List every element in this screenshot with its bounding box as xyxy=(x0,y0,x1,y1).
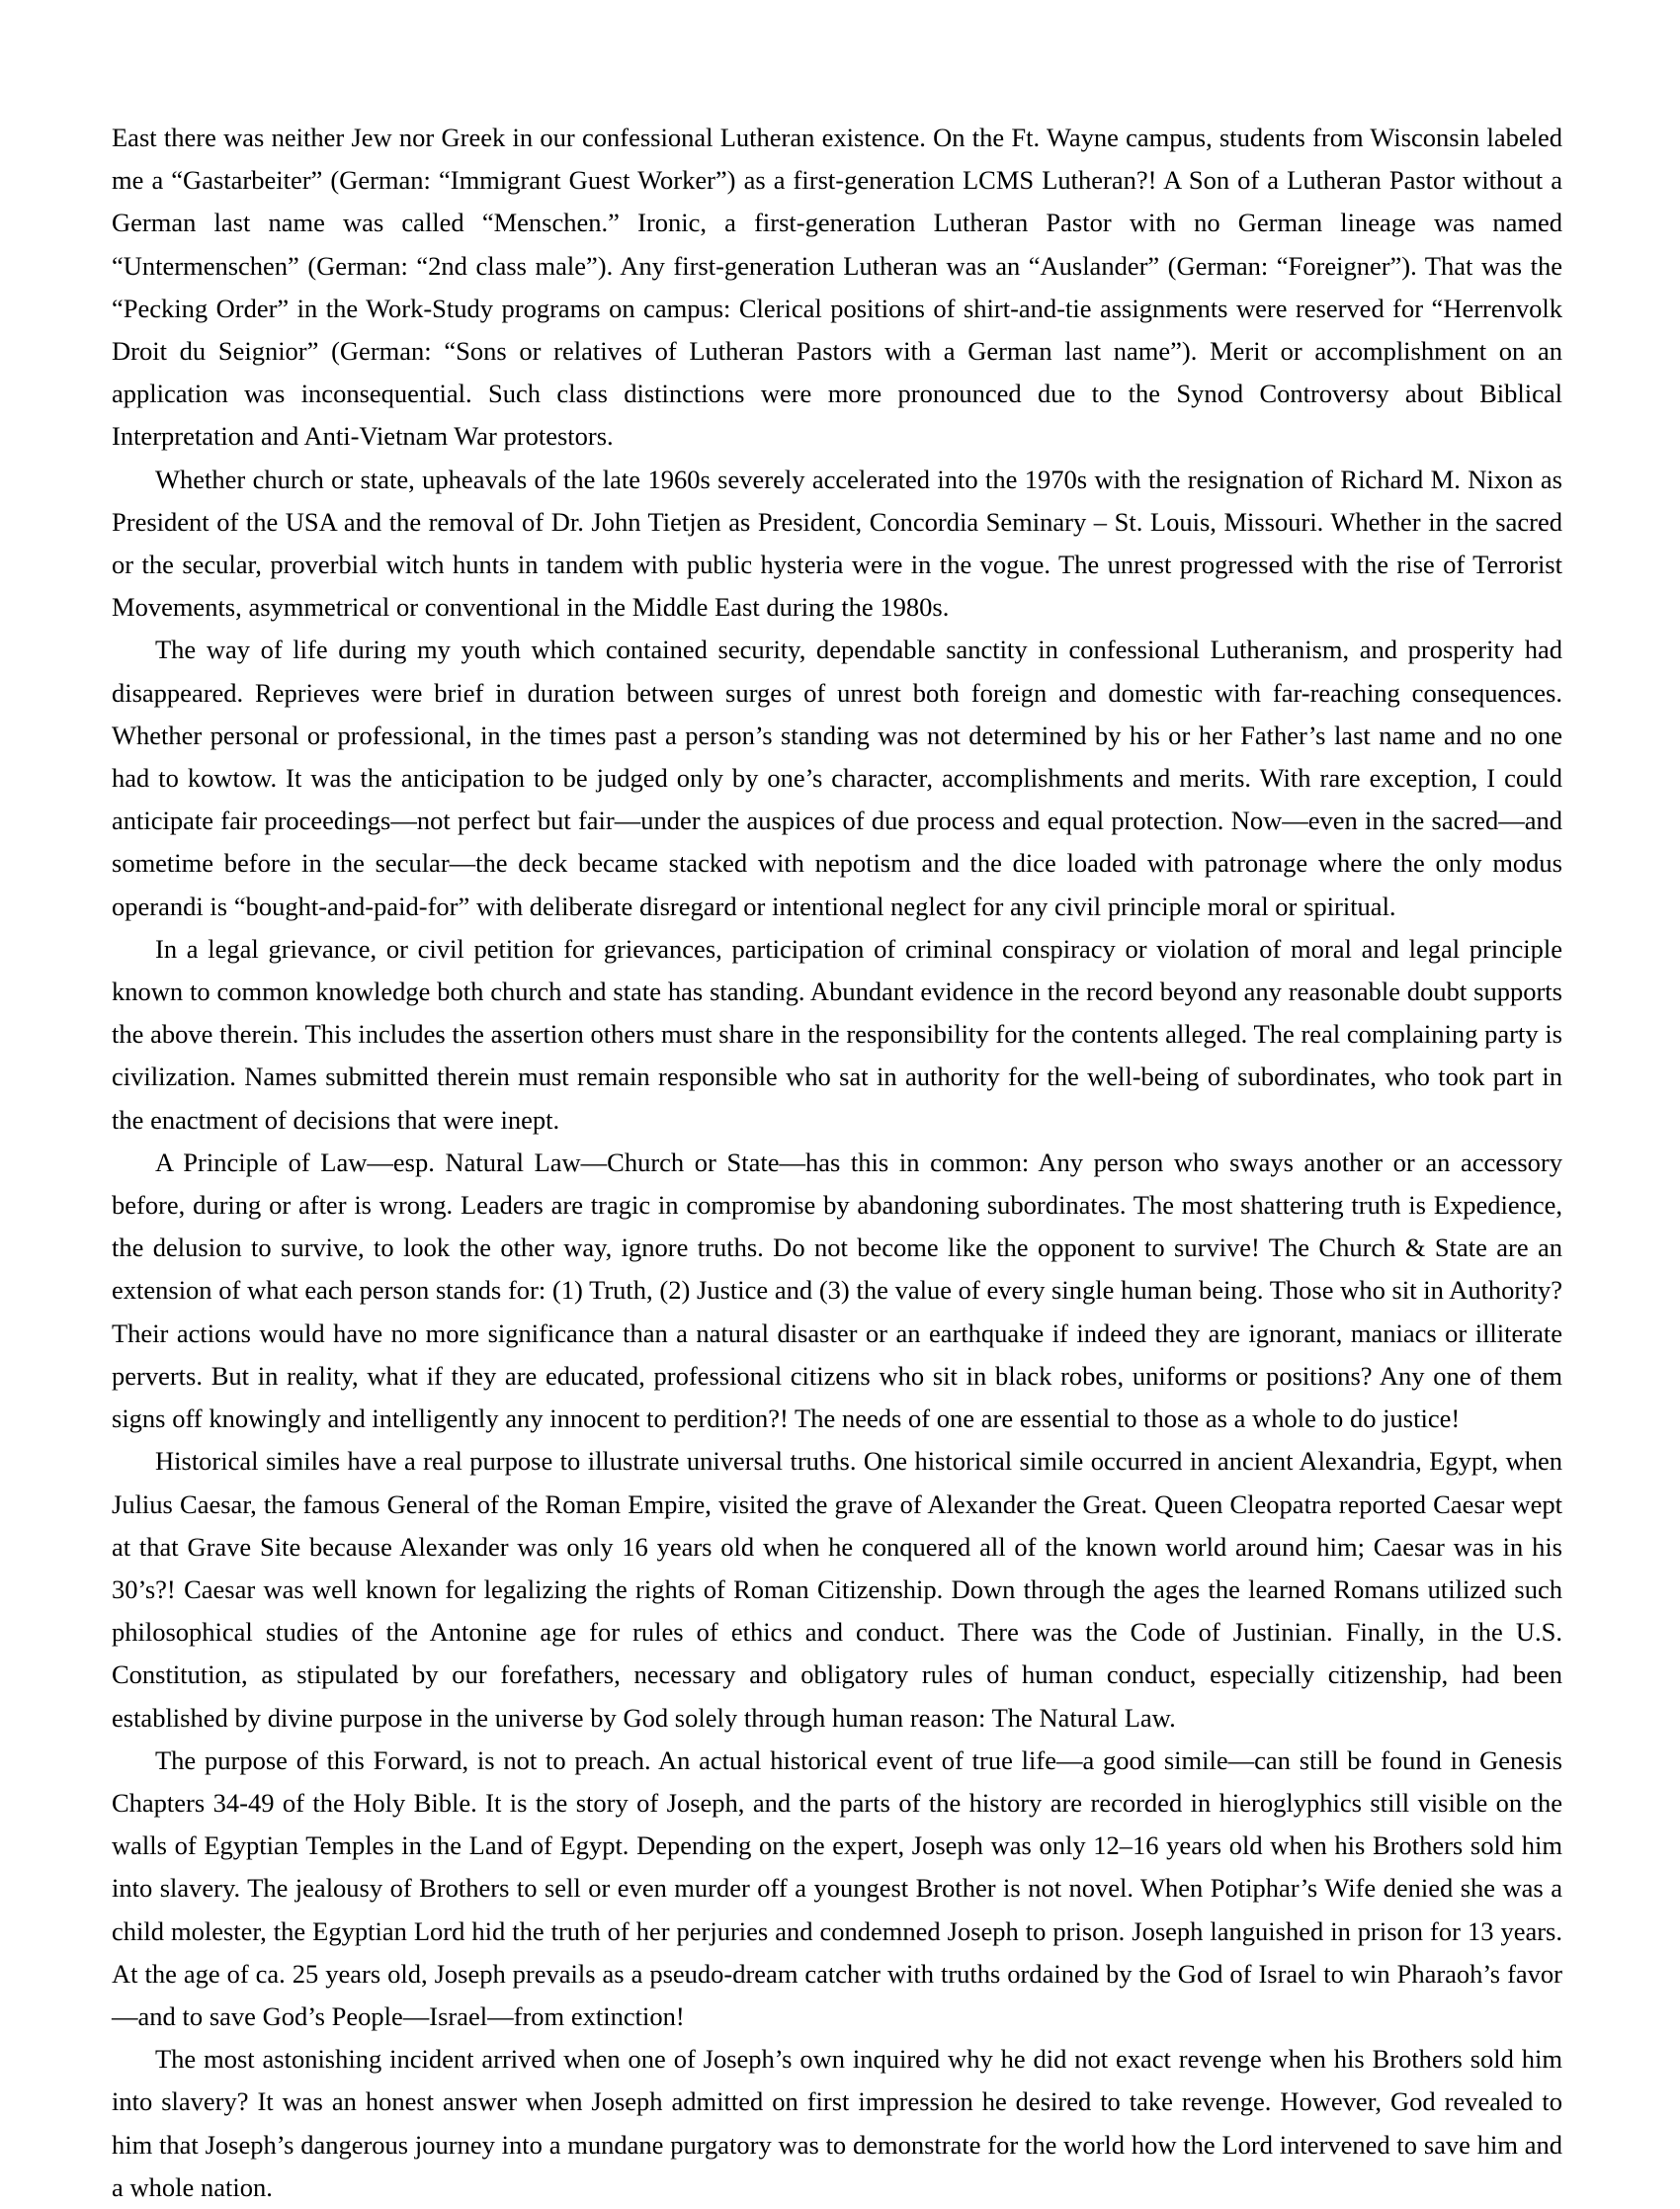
paragraph-8: The most astonishing incident arrived when one of Joseph’s own inquired why he did not exact revenge when his Brothers sold him into slavery? It was an honest answer when Joseph admitted on first impression he desired to take revenge. However, God revealed to him that Joseph’s dangerous journey into a mundane purgatory was to demonstrate for the world how the Lord intervened to save him and a whole nation. xyxy=(112,2044,1562,2202)
paragraph-6: Historical similes have a real purpose to illustrate universal truths. One historical simile occurred in ancient Alexandria, Egypt, when Julius Caesar, the famous General of the Roman Empire, visited the grave of Alexander the Great. Queen Cleopatra reported Caesar wept at that Grave Site because Alexander was only 16 years old when he conquered all of the known world around him; Caesar was in his 30’s?! Caesar was well known for legalizing the rights of Roman Citizenship. Down through the ages the learned Romans utilized such philosophical studies of the Antonine age for rules of ethics and conduct. There was the Code of Justinian. Finally, in the U.S. Constitution, as stipulated by our forefathers, necessary and obligatory rules of human conduct, especially citizenship, had been established by divine purpose in the universe by God solely through human reason: The Natural Law. xyxy=(112,1446,1562,1733)
paragraph-2: Whether church or state, upheavals of the late 1960s severely accelerated into the 1970s with the resignation of Richard M. Nixon as President of the USA and the removal of Dr. John Tietjen as President, Concordia Seminary – St. Louis, Missouri. Whether in the sacred or the secular, proverbial witch hunts in tandem with public hysteria were in the vogue. The unrest progressed with the rise of Terrorist Movements, asymmetrical or conventional in the Middle East during the 1980s. xyxy=(112,464,1562,623)
paragraph-5: A Principle of Law—esp. Natural Law—Church or State—has this in common: Any person who sways another or an accessory before, during or after is wrong. Leaders are tragic in compromise by abandoning subordinates. The most shattering truth is Expedience, the delusion to survive, to look the other way, ignore truths. Do not become like the opponent to survive! The Church & State are an extension of what each person stands for: (1) Truth, (2) Justice and (3) the value of every single human being. Those who sit in Authority? Their actions would have no more significance than a natural disaster or an earthquake if indeed they are ignorant, maniacs or illiterate perverts. But in reality, what if they are educated, professional citizens who sit in black robes, uniforms or positions? Any one of them signs off knowingly and intelligently any innocent to perdition?! The needs of one are essential to those as a whole to do justice! xyxy=(112,1147,1562,1434)
paragraph-4: In a legal grievance, or civil petition for grievances, participation of criminal conspiracy or violation of moral and legal principle known to common knowledge both church and state has standing. Abundant evidence in the record beyond any reasonable doubt supports the above therein. This includes the assertion others must share in the responsibility for the contents alleged. The real complaining party is civilization. Names submitted therein must remain responsible who sat in authority for the well-being of subordinates, who took part in the enactment of decisions that were inept. xyxy=(112,933,1562,1135)
paragraph-7: The purpose of this Forward, is not to preach. An actual historical event of true life—a good simile—can still be found in Genesis Chapters 34-49 of the Holy Bible. It is the story of Joseph, and the parts of the history are recorded in hieroglyphics still visible on the walls of Egyptian Temples in the Land of Egypt. Depending on the expert, Joseph was only 12–16 years old when his Brothers sold him into slavery. The jealousy of Brothers to sell or even murder off a youngest Brother is not novel. When Potiphar’s Wife denied she was a child molester, the Egyptian Lord hid the truth of her perjuries and condemned Joseph to prison. Joseph languished in prison for 13 years. At the age of ca. 25 years old, Joseph prevails as a pseudo-dream catcher with truths ordained by the God of Israel to win Pharaoh’s favor—and to save God’s People—Israel—from extinction! xyxy=(112,1744,1562,2031)
paragraph-3: The way of life during my youth which contained security, dependable sanctity in confessional Lutheranism, and prosperity had disappeared. Reprieves were brief in duration between surges of unrest both foreign and domestic with far-reaching consequences. Whether personal or professional, in the times past a person’s standing was not determined by his or her Father’s last name and no one had to kowtow. It was the anticipation to be judged only by one’s character, accomplishments and merits. With rare exception, I could anticipate fair proceedings—not perfect but fair—under the auspices of due process and equal protection. Now—even in the sacred—and sometime before in the secular—the deck became stacked with nepotism and the dice loaded with patronage where the only modus operandi is “bought-and-paid-for” with deliberate disregard or intentional neglect for any civil principle moral or spiritual. xyxy=(112,635,1562,921)
paragraph-1: East there was neither Jew nor Greek in our confessional Lutheran existence. On the Ft. Wayne campus, students from Wisconsin labeled me a “Gastarbeiter” (German: “Immigrant Guest Worker”) as a first-generation LCMS Lutheran?! A Son of a Lutheran Pastor without a German last name was called “Menschen.” Ironic, a first-generation Lutheran Pastor with no German lineage was named “Untermenschen” (German: “2nd class male”). Any first-generation Lutheran was an “Auslander” (German: “Foreigner”). That was the “Pecking Order” in the Work-Study programs on campus: Clerical positions of shirt-and-tie assignments were reserved for “Herrenvolk Droit du Seignior” (German: “Sons or relatives of Lutheran Pastors with a German last name”). Merit or accomplishment on an application was inconsequential. Such class distinctions were more pronounced due to the Synod Controversy about Biblical Interpretation and Anti-Vietnam War protestors. xyxy=(112,123,1562,452)
page-text-body xyxy=(112,117,1562,2209)
